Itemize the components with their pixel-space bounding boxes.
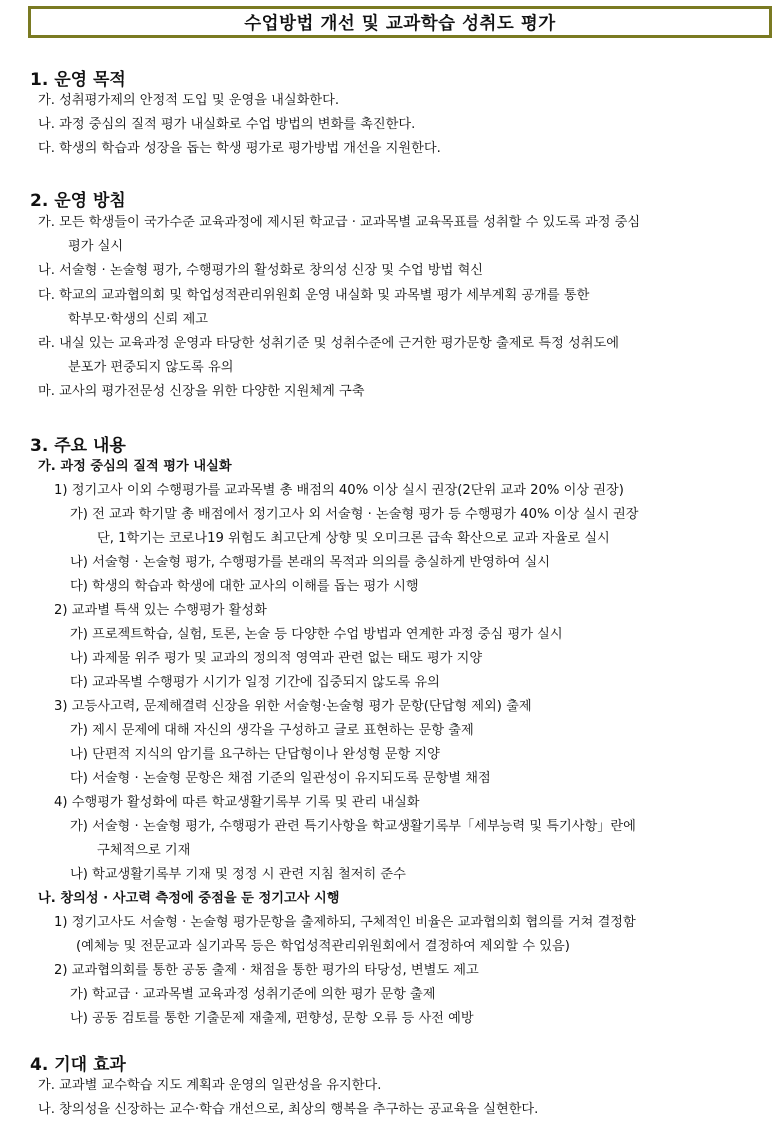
list-item: 다) 서술형 · 논술형 문항은 채점 기준의 일관성이 유지되도록 문항별 채점 [70, 771, 491, 786]
document-title: 수업방법 개선 및 교과학습 성취도 평가 [244, 13, 556, 34]
list-item: 나) 공동 검토를 통한 기출문제 재출제, 편향성, 문항 오류 등 사전 예방 [70, 1011, 474, 1026]
list-item-continuation: 단, 1학기는 코로나19 위험도 최고단계 상향 및 오미크론 급속 확산으로 교과 자율로 실시 [97, 531, 610, 546]
list-item: 나) 과제물 위주 평가 및 교과의 정의적 영역과 관련 없는 태도 평가 지양 [70, 651, 483, 666]
list-item: 가) 전 교과 학기말 총 배점에서 정기고사 외 서술형 · 논술형 평가 등 수행평가 40% 이상 실시 권장 [70, 507, 639, 522]
list-item: 가) 제시 문제에 대해 자신의 생각을 구성하고 글로 표현하는 문항 출제 [70, 723, 474, 738]
list-item-continuation: 평가 실시 [68, 239, 124, 254]
list-item: 라. 내실 있는 교육과정 운영과 타당한 성취기준 및 성취수준에 근거한 평가문항 출제로 특정 성취도에 [38, 336, 619, 351]
section-heading-purpose: 1. 운영 목적 [30, 70, 126, 90]
list-item: 가) 학교급 · 교과목별 교육과정 성취기준에 의한 평가 문항 출제 [70, 987, 436, 1002]
list-item: 가. 교과별 교수학습 지도 계획과 운영의 일관성을 유지한다. [38, 1078, 382, 1093]
section-heading-main-content: 3. 주요 내용 [30, 436, 126, 456]
list-item-continuation: 구체적으로 기재 [97, 843, 191, 858]
list-item: 나) 서술형 · 논술형 평가, 수행평가를 본래의 목적과 의의를 충실하게 반영하여 실시 [70, 555, 551, 570]
list-item: 다. 학생의 학습과 성장을 돕는 학생 평가로 평가방법 개선을 지원한다. [38, 141, 441, 156]
list-item: 나. 과정 중심의 질적 평가 내실화로 수업 방법의 변화를 촉진한다. [38, 117, 416, 132]
list-item: 가) 서술형 · 논술형 평가, 수행평가 관련 특기사항을 학교생활기록부「세부능력 및 특기사항」란에 [70, 819, 636, 834]
list-item: 다) 학생의 학습과 학생에 대한 교사의 이해를 돕는 평가 시행 [70, 579, 419, 594]
list-item: 나) 학교생활기록부 기재 및 정정 시 관련 지침 철저히 준수 [70, 867, 406, 882]
list-item: 가. 성취평가제의 안정적 도입 및 운영을 내실화한다. [38, 93, 340, 108]
list-item: 나) 단편적 지식의 암기를 요구하는 단답형이나 완성형 문항 지양 [70, 747, 440, 762]
list-item: 가. 모든 학생들이 국가수준 교육과정에 제시된 학교급 · 교과목별 교육목표를 성취할 수 있도록 과정 중심 [38, 215, 641, 230]
document-title-box [28, 6, 772, 38]
list-item: 1) 정기고사 이외 수행평가를 교과목별 총 배점의 40% 이상 실시 권장(2단위 교과 20% 이상 권장) [54, 483, 624, 498]
list-item: 3) 고등사고력, 문제해결력 신장을 위한 서술형·논술형 평가 문항(단답형 제외) 출제 [54, 699, 532, 714]
list-item-continuation: 학부모·학생의 신뢰 제고 [68, 312, 208, 327]
list-item: 4) 수행평가 활성화에 따른 학교생활기록부 기록 및 관리 내실화 [54, 795, 420, 810]
list-item: 1) 정기고사도 서술형 · 논술형 평가문항을 출제하되, 구체적인 비율은 교과협의회 협의를 거쳐 결정함 [54, 915, 636, 930]
subsection-heading: 가. 과정 중심의 질적 평가 내실화 [38, 459, 232, 474]
subsection-heading: 나. 창의성 · 사고력 측정에 중점을 둔 정기고사 시행 [38, 891, 340, 906]
list-item: 다) 교과목별 수행평가 시기가 일정 기간에 집중되지 않도록 유의 [70, 675, 440, 690]
list-item: 2) 교과별 특색 있는 수행평가 활성화 [54, 603, 267, 618]
list-item: 다. 학교의 교과협의회 및 학업성적관리위원회 운영 내실화 및 과목별 평가 세부계획 공개를 통한 [38, 288, 590, 303]
list-item: 가) 프로젝트학습, 실험, 토론, 논술 등 다양한 수업 방법과 연계한 과정 중심 평가 실시 [70, 627, 563, 642]
section-heading-expected-effects: 4. 기대 효과 [30, 1055, 126, 1075]
list-item: 2) 교과협의회를 통한 공동 출제 · 채점을 통한 평가의 타당성, 변별도 제고 [54, 963, 479, 978]
list-item: 나. 서술형 · 논술형 평가, 수행평가의 활성화로 창의성 신장 및 수업 방법 혁신 [38, 263, 484, 278]
list-item-continuation: (예체능 및 전문교과 실기과목 등은 학업성적관리위원회에서 결정하여 제외할 수 있음) [76, 939, 570, 954]
section-heading-policy: 2. 운영 방침 [30, 191, 126, 211]
list-item: 나. 창의성을 신장하는 교수·학습 개선으로, 최상의 행복을 추구하는 공교육을 실현한다. [38, 1102, 539, 1117]
list-item-continuation: 분포가 편중되지 않도록 유의 [68, 360, 234, 375]
list-item: 마. 교사의 평가전문성 신장을 위한 다양한 지원체계 구축 [38, 384, 365, 399]
